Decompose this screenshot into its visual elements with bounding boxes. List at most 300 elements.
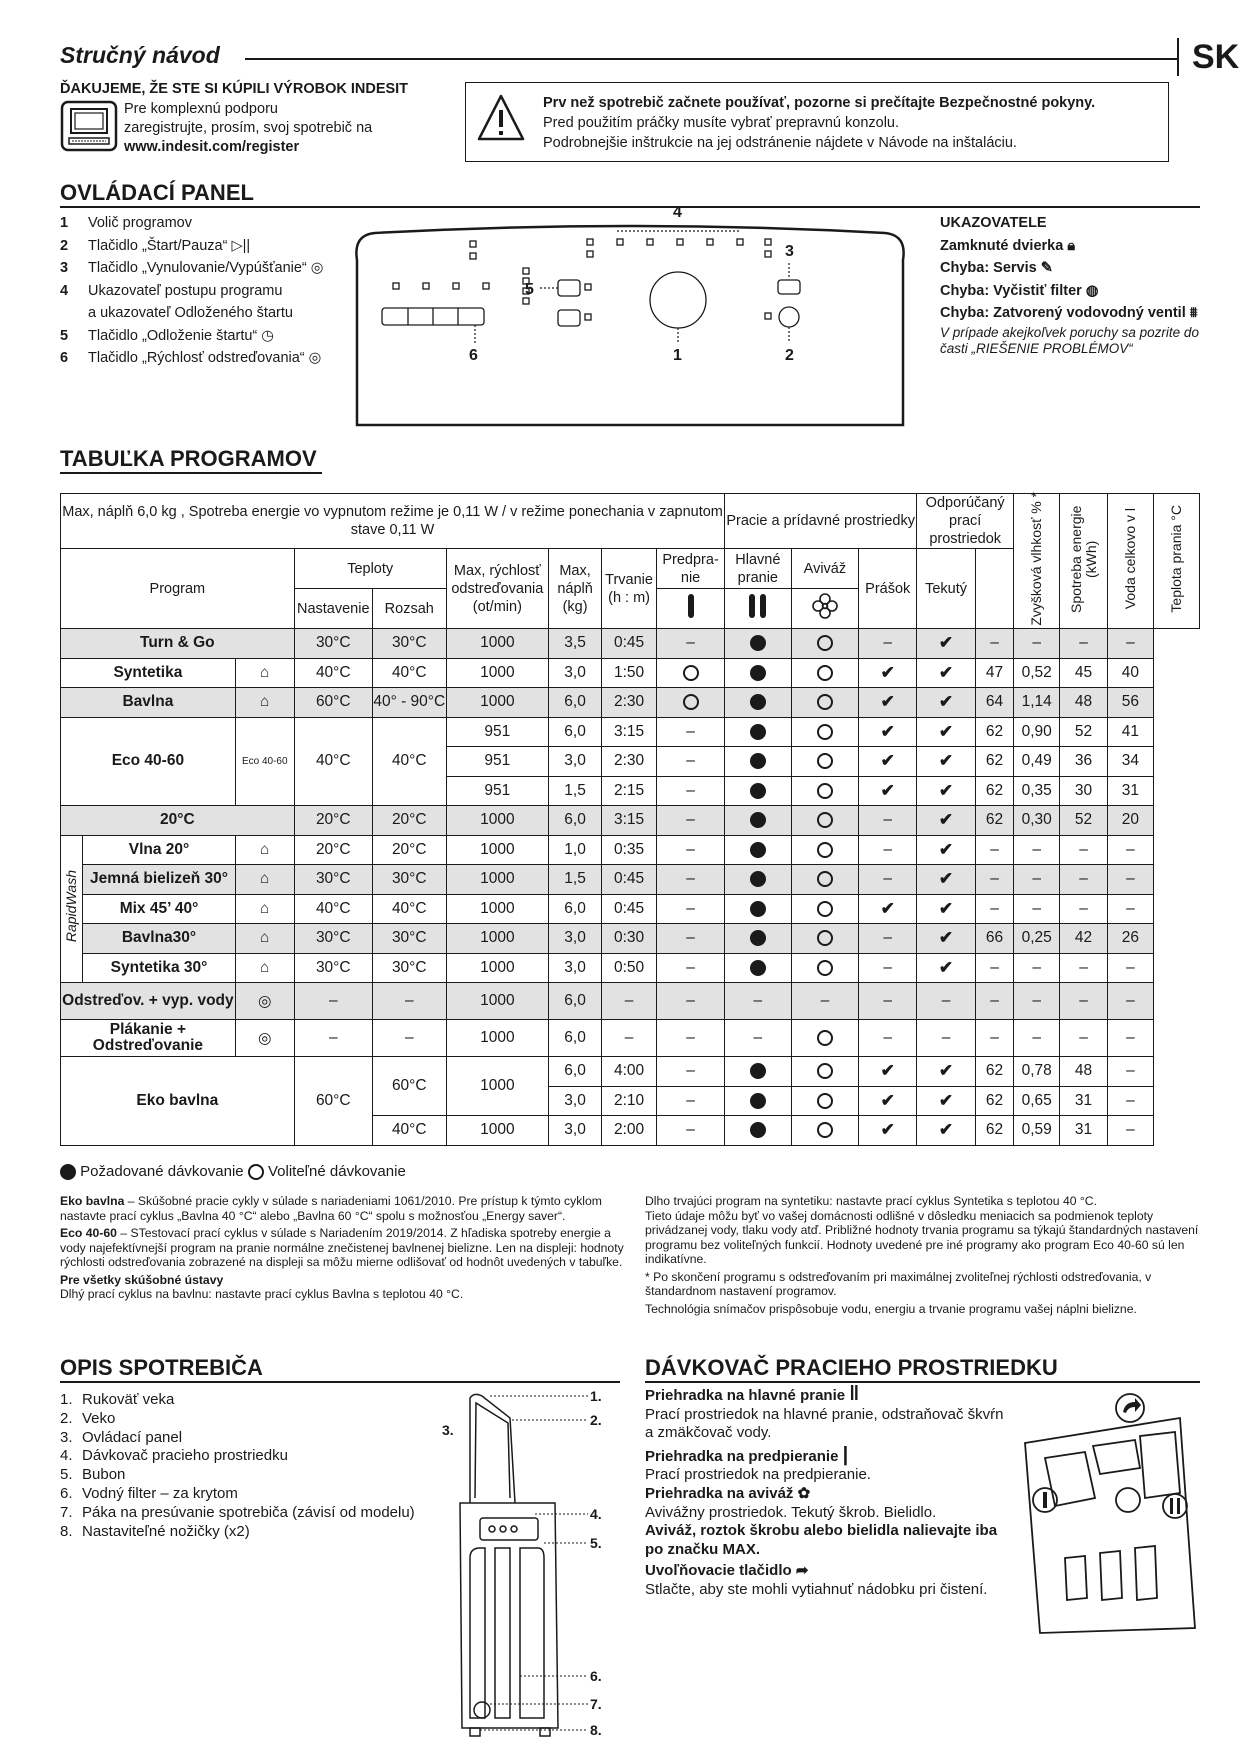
- callout-1: 1.: [590, 1388, 602, 1404]
- cell-mainwash: [725, 835, 791, 865]
- cell-mainwash: [725, 865, 791, 895]
- cell-liquid: [917, 747, 976, 777]
- warning-bold: Prv než spotrebič začnete používať, pozorne si prečítajte Bezpečnostné pokyny.: [543, 95, 1096, 111]
- cell-spin: 1000: [446, 865, 548, 895]
- cell-water: 52: [1060, 717, 1108, 747]
- check-icon: ✔: [938, 898, 954, 918]
- dispenser-title: DÁVKOVAČ PRACIEHO PROSTRIEDKU: [645, 1355, 1058, 1380]
- cell-prewash: –: [657, 717, 725, 747]
- cell-energy: 0,52: [1014, 658, 1060, 688]
- program-table: [60, 493, 1200, 1146]
- cell-prewash: –: [657, 924, 725, 954]
- description-title: OPIS SPOTREBIČA: [60, 1355, 263, 1380]
- cell-energy: –: [1014, 865, 1060, 895]
- cell-powder: –: [859, 629, 917, 659]
- program-name: Bavlna: [61, 688, 236, 718]
- cell-range: 40°C: [372, 717, 446, 806]
- header-duration: Trvanie (h : m): [602, 549, 657, 629]
- cell-energy: 0,78: [1014, 1057, 1060, 1087]
- cell-set: 60°C: [294, 688, 372, 718]
- dispenser-warning: Aviváž, roztok škrobu alebo bielidla nalievajte iba po značku MAX.: [645, 1522, 998, 1558]
- mainwash-icon: ‖: [849, 1383, 860, 1405]
- cell-softener: [791, 717, 859, 747]
- cell-softener: [791, 953, 859, 983]
- check-icon: ✔: [938, 1090, 954, 1110]
- panel-label-3: 3: [785, 243, 794, 260]
- control-item: 2 Tlačidlo „Štart/Pauza“ ▷||: [60, 237, 251, 254]
- header-mainwash: Hlavné pranie: [725, 549, 791, 589]
- panel-label-4: 4: [673, 204, 682, 221]
- cell-water: –: [1060, 983, 1108, 1020]
- cell-moisture: 64: [975, 688, 1013, 718]
- cell-softener: [791, 894, 859, 924]
- cell-water: 52: [1060, 806, 1108, 836]
- check-icon: ✔: [938, 692, 954, 712]
- cell-liquid: –: [917, 983, 976, 1020]
- cell-load: 6,0: [549, 1020, 602, 1057]
- cell-liquid: [917, 865, 976, 895]
- cell-powder: –: [859, 806, 917, 836]
- note: Technológia snímačov prispôsobuje vodu, energiu a trvanie programu vašej náplni bielizne.: [645, 1301, 1137, 1316]
- cell-load: 1,0: [549, 835, 602, 865]
- dispenser-main-heading: Priehradka na hlavné pranie ‖: [645, 1383, 860, 1405]
- cell-softener: [791, 1086, 859, 1116]
- optional-ring-icon: [817, 930, 833, 946]
- cell-spin: 1000: [446, 983, 548, 1020]
- cell-range: 40°C: [372, 1116, 446, 1146]
- cell-range: 40°C: [372, 894, 446, 924]
- cell-mainwash: [725, 894, 791, 924]
- cell-spin: 1000: [446, 924, 548, 954]
- cell-spin: 951: [446, 776, 548, 806]
- table-row: [61, 953, 1200, 983]
- cell-moisture: –: [975, 953, 1013, 983]
- cell-prewash: –: [657, 865, 725, 895]
- check-icon: ✔: [880, 1120, 895, 1140]
- cell-powder: –: [859, 924, 917, 954]
- table-row: [61, 717, 1200, 747]
- cell-softener: [791, 658, 859, 688]
- cell-moisture: –: [975, 1020, 1013, 1057]
- required-dot-icon: [750, 1093, 766, 1109]
- cell-liquid: [917, 776, 976, 806]
- cell-time: 4:00: [602, 1057, 657, 1087]
- optional-ring-icon: [683, 665, 699, 681]
- check-icon: ✔: [938, 780, 954, 800]
- softener-icon: ✿: [797, 1484, 811, 1502]
- cell-mainwash: –: [725, 1020, 791, 1057]
- cell-moisture: –: [975, 835, 1013, 865]
- cell-water: –: [1060, 629, 1108, 659]
- check-icon: ✔: [938, 751, 954, 771]
- cell-load: 3,0: [549, 658, 602, 688]
- check-icon: ✔: [880, 1090, 895, 1110]
- washer-illustration: [440, 1388, 610, 1750]
- cell-time: 2:30: [602, 747, 657, 777]
- program-icon: ⌂: [235, 688, 294, 718]
- check-icon: ✔: [938, 810, 954, 830]
- optional-ring-icon: [817, 901, 833, 917]
- note: Dlho trvajúci program na syntetiku: nastavte prací cyklus Syntetika s teplotou 40 °C.: [645, 1194, 1097, 1208]
- cell-set: 20°C: [294, 806, 372, 836]
- cell-powder: [859, 894, 917, 924]
- check-icon: ✔: [880, 751, 895, 771]
- cell-range: 20°C: [372, 806, 446, 836]
- dispenser-release-heading: Uvoľňovacie tlačidlo ➦: [645, 1562, 809, 1580]
- list-item: 1. Rukoväť veka: [60, 1391, 175, 1408]
- callout-8: 8.: [590, 1722, 602, 1738]
- program-name: Syntetika: [61, 658, 236, 688]
- cell-energy: –: [1014, 894, 1060, 924]
- optional-ring-icon: [817, 1030, 833, 1046]
- cell-temp: 34: [1107, 747, 1153, 777]
- cell-water: 45: [1060, 658, 1108, 688]
- required-dot-icon: [750, 1122, 766, 1138]
- cell-prewash: –: [657, 894, 725, 924]
- program-icon: Eco 40-60: [235, 717, 294, 806]
- required-dot-icon: [750, 960, 766, 976]
- optional-ring-icon: [817, 871, 833, 887]
- header-liquid: Tekutý: [917, 549, 976, 629]
- rapid-wash-label: RapidWash: [61, 835, 83, 983]
- optional-ring-icon: [248, 1164, 264, 1180]
- cell-load: 3,0: [549, 924, 602, 954]
- program-name: Eco 40-60: [61, 717, 236, 806]
- cell-spin: 1000: [446, 835, 548, 865]
- check-icon: ✔: [880, 692, 895, 712]
- optional-ring-icon: [817, 1093, 833, 1109]
- cell-prewash: –: [657, 806, 725, 836]
- cell-softener: [791, 806, 859, 836]
- cell-mainwash: [725, 776, 791, 806]
- cell-load: 3,0: [549, 1116, 602, 1146]
- table-row: [61, 865, 1200, 895]
- optional-ring-icon: [817, 812, 833, 828]
- header-divider: [1177, 38, 1179, 76]
- cell-prewash: –: [657, 1020, 725, 1057]
- cell-mainwash: [725, 629, 791, 659]
- check-icon: ✔: [880, 780, 895, 800]
- cell-softener: [791, 629, 859, 659]
- cell-energy: 0,30: [1014, 806, 1060, 836]
- check-icon: ✔: [938, 869, 954, 889]
- indicators-title: UKAZOVATELE: [940, 215, 1047, 231]
- required-dot-icon: [750, 665, 766, 681]
- cell-liquid: [917, 1057, 976, 1087]
- header-set: Nastavenie: [294, 589, 372, 629]
- optional-ring-icon: [817, 635, 833, 651]
- softener-icon: [791, 589, 859, 629]
- panel-label-2: 2: [785, 347, 794, 364]
- check-icon: ✔: [880, 721, 895, 741]
- cell-time: 0:50: [602, 953, 657, 983]
- cell-time: 0:35: [602, 835, 657, 865]
- cell-water: 42: [1060, 924, 1108, 954]
- cell-water: 31: [1060, 1086, 1108, 1116]
- indicator-service: Chyba: Servis ✎: [940, 260, 1053, 276]
- cell-load: 3,0: [549, 747, 602, 777]
- header-spin: Max, rýchlosť odstreďovania (ot/min): [446, 549, 548, 629]
- cell-temp: –: [1107, 1020, 1153, 1057]
- required-dot-icon: [750, 783, 766, 799]
- filter-icon: ◍: [1085, 282, 1099, 299]
- cell-spin: 951: [446, 717, 548, 747]
- cell-time: 3:15: [602, 806, 657, 836]
- release-arrow-icon: ➦: [795, 1562, 809, 1580]
- control-list: [60, 212, 323, 370]
- header-program: Program: [61, 549, 295, 629]
- cell-range: 60°C: [372, 1057, 446, 1116]
- cell-time: 2:15: [602, 776, 657, 806]
- dispenser-soft-heading: Priehradka na aviváž ✿: [645, 1484, 811, 1502]
- check-icon: ✔: [938, 839, 954, 859]
- required-dot-icon: [750, 871, 766, 887]
- dispenser-pre-heading: Priehradka na predpieranie |: [645, 1443, 849, 1466]
- cell-water: 31: [1060, 1116, 1108, 1146]
- cell-time: 2:10: [602, 1086, 657, 1116]
- program-name: Odstreďov. + vyp. vody: [61, 983, 236, 1020]
- note: * Po skončení programu s odstreďovaním pri maximálnej zvoliteľnej rýchlosti odstreďovania, v štandardnom nastavení programov.: [645, 1269, 1152, 1298]
- cell-set: 60°C: [294, 1057, 372, 1146]
- list-item: 6. Vodný filter – za krytom: [60, 1484, 238, 1502]
- computer-icon: [60, 100, 118, 152]
- list-item: 3. Ovládací panel: [60, 1428, 183, 1446]
- cell-spin: 1000: [446, 1116, 548, 1146]
- cell-set: –: [294, 983, 372, 1020]
- cell-spin: 1000: [446, 1020, 548, 1057]
- control-item: 4 Ukazovateľ postupu programu: [60, 282, 283, 299]
- cell-spin: 1000: [446, 629, 548, 659]
- header-prewash: Predpra-nie: [657, 549, 725, 589]
- control-panel-title: OVLÁDACÍ PANEL: [60, 180, 254, 205]
- cell-time: 0:30: [602, 924, 657, 954]
- register-link[interactable]: www.indesit.com/register: [124, 139, 300, 155]
- cell-temp: –: [1107, 865, 1153, 895]
- cell-softener: –: [791, 983, 859, 1020]
- required-dot-icon: [750, 635, 766, 651]
- table-row: [61, 1020, 1200, 1057]
- cell-time: 2:30: [602, 688, 657, 718]
- cell-spin: 1000: [446, 1057, 548, 1116]
- check-icon: ✔: [880, 898, 895, 918]
- thanks-line1: Pre komplexnú podporu: [124, 101, 278, 117]
- program-name: Vlna 20°: [83, 835, 236, 865]
- legend-required: Požadované dávkovanie: [80, 1163, 244, 1180]
- cell-range: 30°C: [372, 629, 446, 659]
- cell-temp: –: [1107, 1086, 1153, 1116]
- cell-load: 1,5: [549, 776, 602, 806]
- control-item: 5 Tlačidlo „Odloženie štartu“ ◷: [60, 327, 274, 344]
- header-load: Max, náplň (kg): [549, 549, 602, 629]
- cell-load: 3,0: [549, 1086, 602, 1116]
- header-powder: Prášok: [859, 549, 917, 629]
- note: Eko bavlna – Skúšobné pracie cykly v súlade s nariadeniami 1061/2010. Pre prístup k týmto cyklom nastavte prací cyklus „Bavlna 40 °C“ alebo „Bavlna 60 °C“ spolu s možnosťou „Energy saver“.: [60, 1194, 602, 1223]
- cell-powder: –: [859, 835, 917, 865]
- cell-load: 6,0: [549, 717, 602, 747]
- cell-temp: –: [1107, 1057, 1153, 1087]
- control-panel-diagram: [355, 204, 905, 435]
- cell-powder: [859, 747, 917, 777]
- program-name: Bavlna30°: [83, 924, 236, 954]
- section-rule: [645, 1381, 1200, 1383]
- required-dot-icon: [750, 753, 766, 769]
- cell-set: 30°C: [294, 629, 372, 659]
- header-detergents: Pracie a prídavné prostriedky: [725, 494, 917, 549]
- cell-energy: –: [1014, 835, 1060, 865]
- list-item: 5. Bubon: [60, 1466, 126, 1484]
- optional-ring-icon: [817, 724, 833, 740]
- tap-icon: ⩩: [1189, 305, 1198, 321]
- control-item: 3 Tlačidlo „Vynulovanie/Vypúšťanie“ ◎: [60, 260, 324, 276]
- cell-time: 0:45: [602, 894, 657, 924]
- program-icon: ⌂: [235, 658, 294, 688]
- warning-line3: Podrobnejšie inštrukcie na jej odstránenie nájdete v Návode na inštaláciu.: [543, 135, 1017, 151]
- cell-set: 30°C: [294, 953, 372, 983]
- callout-2: 2.: [590, 1412, 602, 1428]
- optional-ring-icon: [817, 1063, 833, 1079]
- cell-energy: –: [1014, 983, 1060, 1020]
- cell-temp: –: [1107, 894, 1153, 924]
- cell-time: –: [602, 1020, 657, 1057]
- cell-moisture: 62: [975, 776, 1013, 806]
- dispenser-main-text: Prací prostriedok na hlavné pranie, odstraňovač škvŕn a zmäkčovač vody.: [645, 1405, 1004, 1442]
- cell-spin: 1000: [446, 894, 548, 924]
- cell-moisture: –: [975, 894, 1013, 924]
- warning-line2: Pred použitím práčky musíte vybrať prepravnú konzolu.: [543, 115, 900, 131]
- header-temp: Teplota prania °C: [1168, 504, 1184, 613]
- header-water: Voda celkovo v l: [1121, 507, 1138, 610]
- cell-set: 40°C: [294, 658, 372, 688]
- required-dot-icon: [750, 812, 766, 828]
- cell-energy: –: [1014, 629, 1060, 659]
- notes-left: [60, 1194, 625, 1302]
- callout-5: 5.: [590, 1535, 602, 1551]
- required-dot-icon: [750, 694, 766, 710]
- cell-time: 2:00: [602, 1116, 657, 1146]
- cell-mainwash: [725, 806, 791, 836]
- cell-liquid: –: [917, 1020, 976, 1057]
- cell-water: 36: [1060, 747, 1108, 777]
- control-item: 6 Tlačidlo „Rýchlosť odstreďovania“ ◎: [60, 350, 322, 366]
- header-energy: Spotreba energie (kWh): [1067, 504, 1099, 613]
- cell-temp: 31: [1107, 776, 1153, 806]
- list-item: 7. Páka na presúvanie spotrebiča (závisí od modelu): [60, 1503, 415, 1521]
- cell-energy: 0,35: [1014, 776, 1060, 806]
- cell-range: –: [372, 983, 446, 1020]
- cell-liquid: [917, 658, 976, 688]
- cell-water: 48: [1060, 1057, 1108, 1087]
- cell-time: 1:50: [602, 658, 657, 688]
- dispenser-soft-text: Avivážny prostriedok. Tekutý škrob. Bielidlo.: [645, 1503, 937, 1521]
- cell-range: 40°C: [372, 658, 446, 688]
- clock-icon: ◷: [261, 327, 274, 344]
- cell-water: –: [1060, 835, 1108, 865]
- cell-range: 30°C: [372, 953, 446, 983]
- cell-energy: 0,59: [1014, 1116, 1060, 1146]
- check-icon: ✔: [880, 1061, 895, 1081]
- cell-set: 30°C: [294, 865, 372, 895]
- cell-range: 30°C: [372, 924, 446, 954]
- callout-3: 3.: [442, 1422, 454, 1438]
- required-dot-icon: [750, 1063, 766, 1079]
- cell-mainwash: [725, 1057, 791, 1087]
- cell-powder: [859, 658, 917, 688]
- indicators: [940, 212, 1200, 357]
- page-title: Stručný návod: [60, 42, 220, 68]
- cell-liquid: [917, 835, 976, 865]
- mainwash-icon: [725, 589, 791, 629]
- cell-prewash: –: [657, 1057, 725, 1087]
- cell-prewash: –: [657, 835, 725, 865]
- table-row: [61, 658, 1200, 688]
- cell-spin: 951: [446, 747, 548, 777]
- cell-softener: [791, 835, 859, 865]
- cell-temp: 56: [1107, 688, 1153, 718]
- required-dot-icon: [750, 842, 766, 858]
- program-name: Syntetika 30°: [83, 953, 236, 983]
- warning-icon: [476, 93, 526, 143]
- cell-time: 3:15: [602, 717, 657, 747]
- panel-label-6: 6: [469, 347, 478, 364]
- cell-powder: [859, 1116, 917, 1146]
- cell-mainwash: [725, 1116, 791, 1146]
- cell-prewash: –: [657, 983, 725, 1020]
- table-row: [61, 806, 1200, 836]
- cell-load: 3,5: [549, 629, 602, 659]
- cell-liquid: [917, 1116, 976, 1146]
- cell-load: 6,0: [549, 688, 602, 718]
- callout-6: 6.: [590, 1668, 602, 1684]
- cell-temp: –: [1107, 953, 1153, 983]
- cell-liquid: [917, 688, 976, 718]
- program-name: Plákanie + Odstreďovanie: [61, 1020, 236, 1057]
- program-name: Eko bavlna: [61, 1057, 295, 1146]
- notes-right: [645, 1194, 1205, 1316]
- cell-softener: [791, 1116, 859, 1146]
- program-icon: ⌂: [235, 953, 294, 983]
- cell-energy: –: [1014, 1020, 1060, 1057]
- cell-load: 6,0: [549, 806, 602, 836]
- cell-moisture: –: [975, 983, 1013, 1020]
- cell-water: –: [1060, 894, 1108, 924]
- optional-ring-icon: [817, 783, 833, 799]
- section-rule: [60, 472, 322, 474]
- cell-range: 20°C: [372, 835, 446, 865]
- dispenser-illustration: [1015, 1388, 1200, 1638]
- cell-set: 20°C: [294, 835, 372, 865]
- table-top-note: Max, náplň 6,0 kg , Spotreba energie vo vypnutom režime je 0,11 W / v režime ponechania v zapnutom stave 0,11 W: [61, 494, 725, 549]
- cell-mainwash: [725, 658, 791, 688]
- table-row: [61, 1057, 1200, 1087]
- cell-softener: [791, 1057, 859, 1087]
- dispenser-text: [645, 1385, 1015, 1600]
- drain-icon: ◎: [310, 260, 324, 276]
- note: Tieto údaje môžu byť vo vašej domácnosti odlišné v dôsledku meniacich sa podmienok teploty privádzanej vody, tlaku vody atď. Približné hodnoty trvania programu sa týkajú štandardných nastavení programu bez voliteľných funkcií. Hodnoty uvedené pre iné programy ako program Eco 40-60 sú len indikatívne.: [645, 1208, 1199, 1266]
- cell-powder: –: [859, 1020, 917, 1057]
- cell-liquid: [917, 894, 976, 924]
- indicator-water-tap: Chyba: Zatvorený vodovodný ventil ⩩: [940, 305, 1198, 321]
- cell-prewash: –: [657, 629, 725, 659]
- spin-icon: ◎: [308, 350, 322, 366]
- cell-temp: 40: [1107, 658, 1153, 688]
- cell-powder: –: [859, 865, 917, 895]
- cell-softener: [791, 688, 859, 718]
- thanks-line2: zaregistrujte, prosím, svoj spotrebič na: [124, 120, 373, 136]
- program-name: Jemná bielizeň 30°: [83, 865, 236, 895]
- cell-powder: –: [859, 953, 917, 983]
- list-item: 2. Veko: [60, 1409, 116, 1427]
- cell-water: –: [1060, 1020, 1108, 1057]
